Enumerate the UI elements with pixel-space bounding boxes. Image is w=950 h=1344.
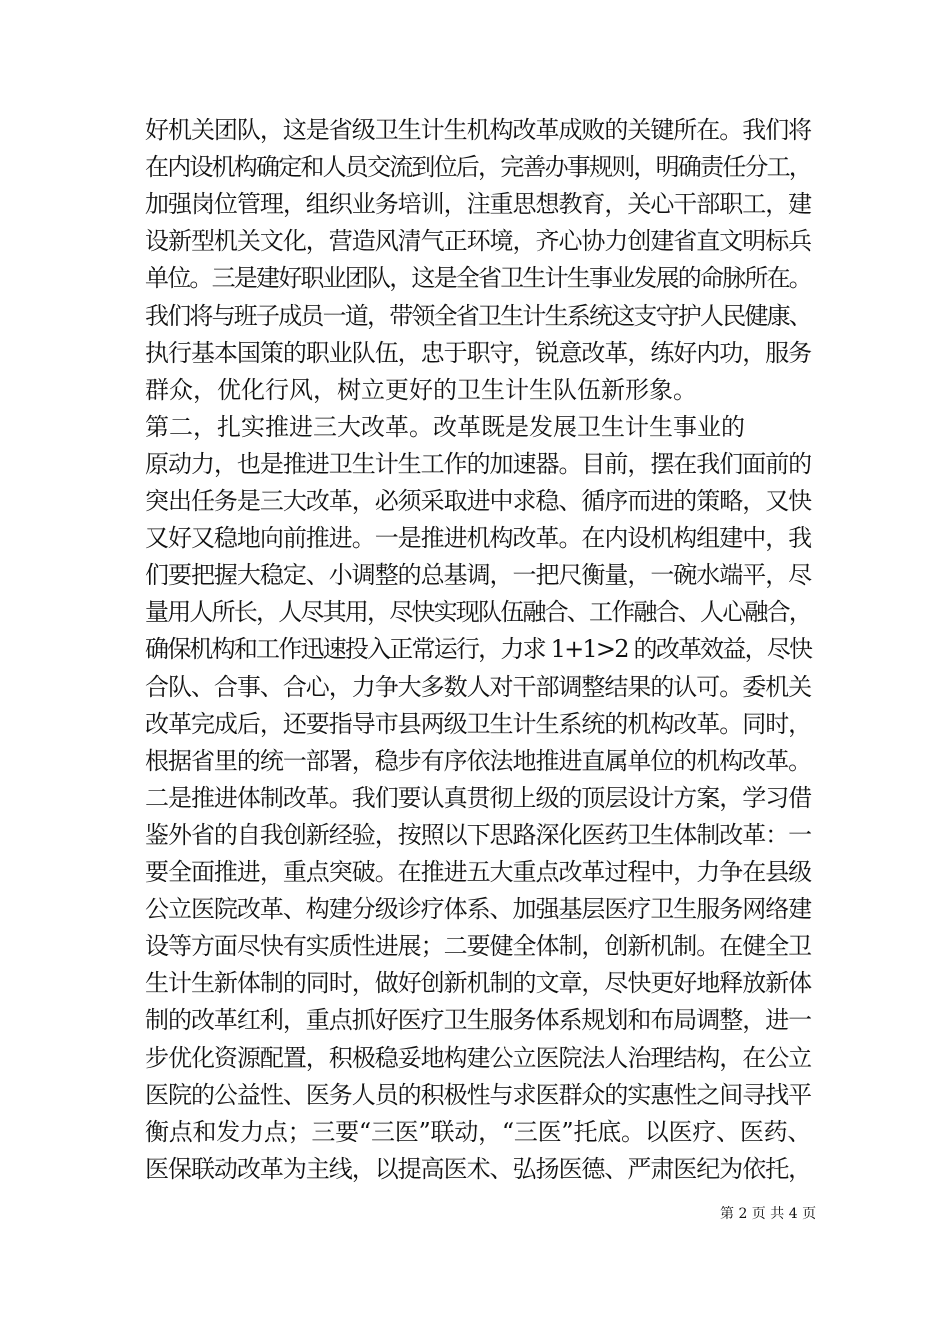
text-line: 设等方面尽快有实质性进展；二要健全体制，创新机制。在健全卫 [145,932,812,960]
text-line: 合队、合事、合心，力争大多数人对干部调整结果的认可。委机关 [145,673,812,701]
text-line: 原动力，也是推进卫生计生工作的加速器。目前，摆在我们面前的 [145,450,812,478]
text-line: 确保机构和工作迅速投入正常运行，力求 1+1>2 的改革效益，尽快 [145,635,812,663]
text-line: 我们将与班子成员一道，带领全省卫生计生系统这支守护人民健康、 [145,302,811,330]
text-line: 执行基本国策的职业队伍，忠于职守，锐意改革，练好内功，服务 [145,339,812,367]
text-line: 衡点和发力点；三要“三医”联动，“三医”托底。以医疗、医药、 [145,1118,812,1146]
text-line: 医院的公益性、医务人员的积极性与求医群众的实惠性之间寻找平 [145,1081,812,1109]
text-line: 步优化资源配置，积极稳妥地构建公立医院法人治理结构，在公立 [145,1044,812,1072]
text-line: 生计生新体制的同时，做好创新机制的文章，尽快更好地释放新体 [145,969,812,997]
page-number-footer: 第 2 页 共 4 页 [720,1206,817,1222]
text-line: 医保联动改革为主线，以提高医术、弘扬医德、严肃医纪为依托， [145,1155,812,1183]
text-line: 好机关团队，这是省级卫生计生机构改革成败的关键所在。我们将 [145,116,812,144]
text-line: 鉴外省的自我创新经验，按照以下思路深化医药卫生体制改革：一 [145,821,812,849]
text-line: 要全面推进，重点突破。在推进五大重点改革过程中，力争在县级 [145,858,812,886]
text-line: 单位。三是建好职业团队，这是全省卫生计生事业发展的命脉所在。 [145,264,811,292]
text-line: 第二，扎实推进三大改革。改革既是发展卫生计生事业的 [145,413,745,441]
text-line: 突出任务是三大改革，必须采取进中求稳、循序而进的策略，又快 [145,487,812,515]
text-line: 群众，优化行风，树立更好的卫生计生队伍新形象。 [145,376,697,404]
text-line: 公立医院改革、构建分级诊疗体系、加强基层医疗卫生服务网络建 [145,895,812,923]
text-line: 量用人所长，人尽其用，尽快实现队伍融合、工作融合、人心融合， [145,598,811,626]
text-line: 改革完成后，还要指导市县两级卫生计生系统的机构改革。同时， [145,710,812,738]
text-line: 在内设机构确定和人员交流到位后，完善办事规则，明确责任分工， [145,153,811,181]
text-line: 制的改革红利，重点抓好医疗卫生服务体系规划和布局调整，进一 [145,1006,812,1034]
text-line: 们要把握大稳定、小调整的总基调，一把尺衡量，一碗水端平，尽 [145,561,812,589]
text-line: 设新型机关文化，营造风清气正环境，齐心协力创建省直文明标兵 [145,227,812,255]
text-line: 二是推进体制改革。我们要认真贯彻上级的顶层设计方案，学习借 [145,784,812,812]
text-line: 加强岗位管理，组织业务培训，注重思想教育，关心干部职工，建 [145,190,812,218]
text-line: 根据省里的统一部署，稳步有序依法地推进直属单位的机构改革。 [145,747,812,775]
text-line: 又好又稳地向前推进。一是推进机构改革。在内设机构组建中，我 [145,524,812,552]
